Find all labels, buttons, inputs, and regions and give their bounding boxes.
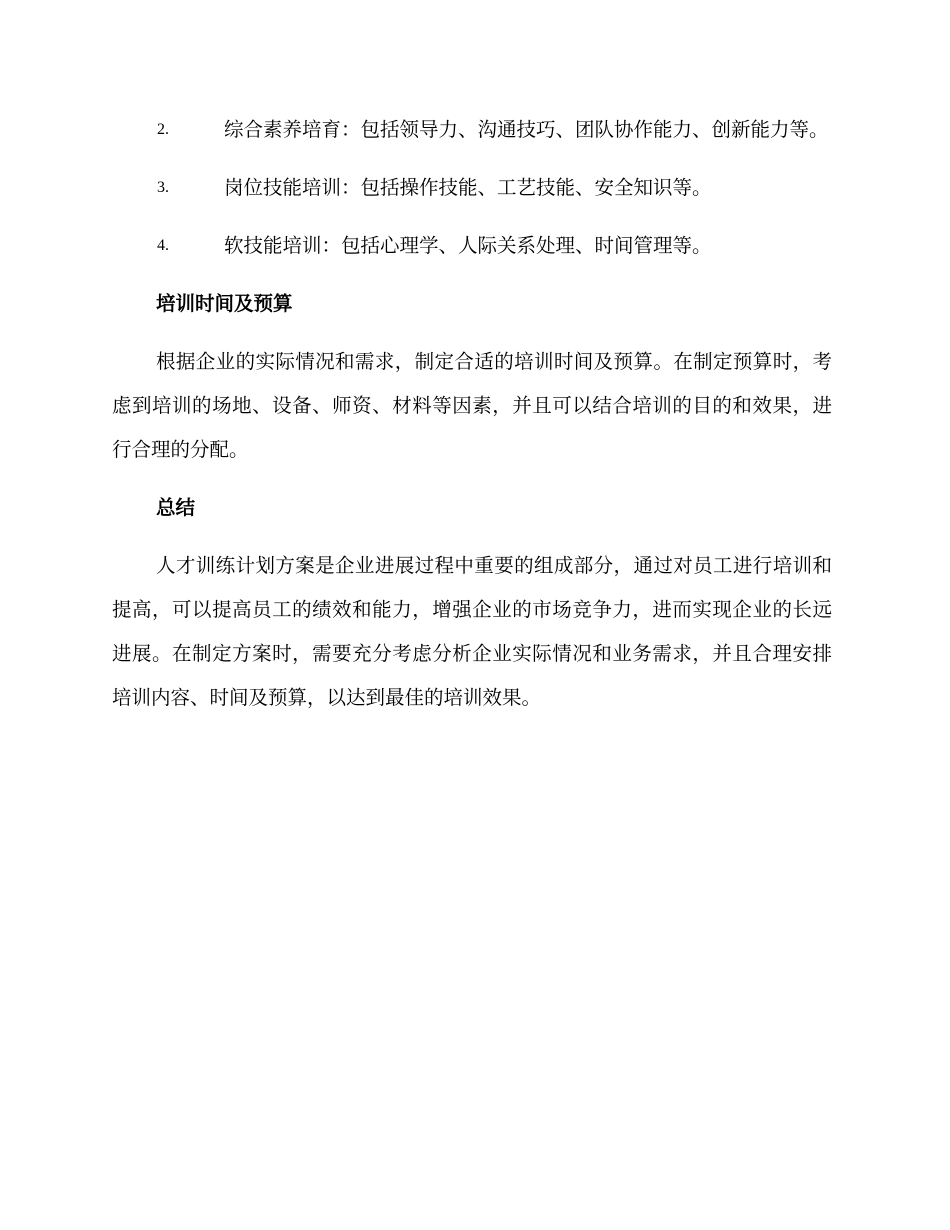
list-item-number: 4.: [157, 237, 169, 254]
list-item-number: 2.: [157, 121, 169, 138]
section-heading-summary: 总结: [156, 496, 196, 519]
list-item-number: 3.: [157, 179, 169, 196]
section-paragraph-summary: 人才训练计划方案是企业进展过程中重要的组成部分，通过对员工进行培训和提高，可以提高员工的绩效和能力，增强企业的市场竞争力，进而实现企业的长远进展。在制定方案时，需要充分考虑分析企业实际情况和业务需求，并且合理安排培训内容、时间及预算，以达到最佳的培训效果。: [112, 554, 832, 709]
list-item-text: 软技能培训：包括心理学、人际关系处理、时间管理等。: [224, 234, 712, 257]
list-item: [112, 108, 832, 152]
section-heading-budget: 培训时间及预算: [156, 292, 293, 315]
list-item-text: 岗位技能培训：包括操作技能、工艺技能、安全知识等。: [224, 176, 712, 199]
document-body: [112, 108, 832, 734]
list-item: [112, 166, 832, 210]
section-paragraph-budget: 根据企业的实际情况和需求，制定合适的培训时间及预算。在制定预算时，考虑到培训的场地、设备、师资、材料等因素，并且可以结合培训的目的和效果，进行合理的分配。: [112, 350, 832, 461]
list-item: [112, 224, 832, 268]
list-item-text: 综合素养培育：包括领导力、沟通技巧、团队协作能力、创新能力等。: [224, 118, 829, 141]
